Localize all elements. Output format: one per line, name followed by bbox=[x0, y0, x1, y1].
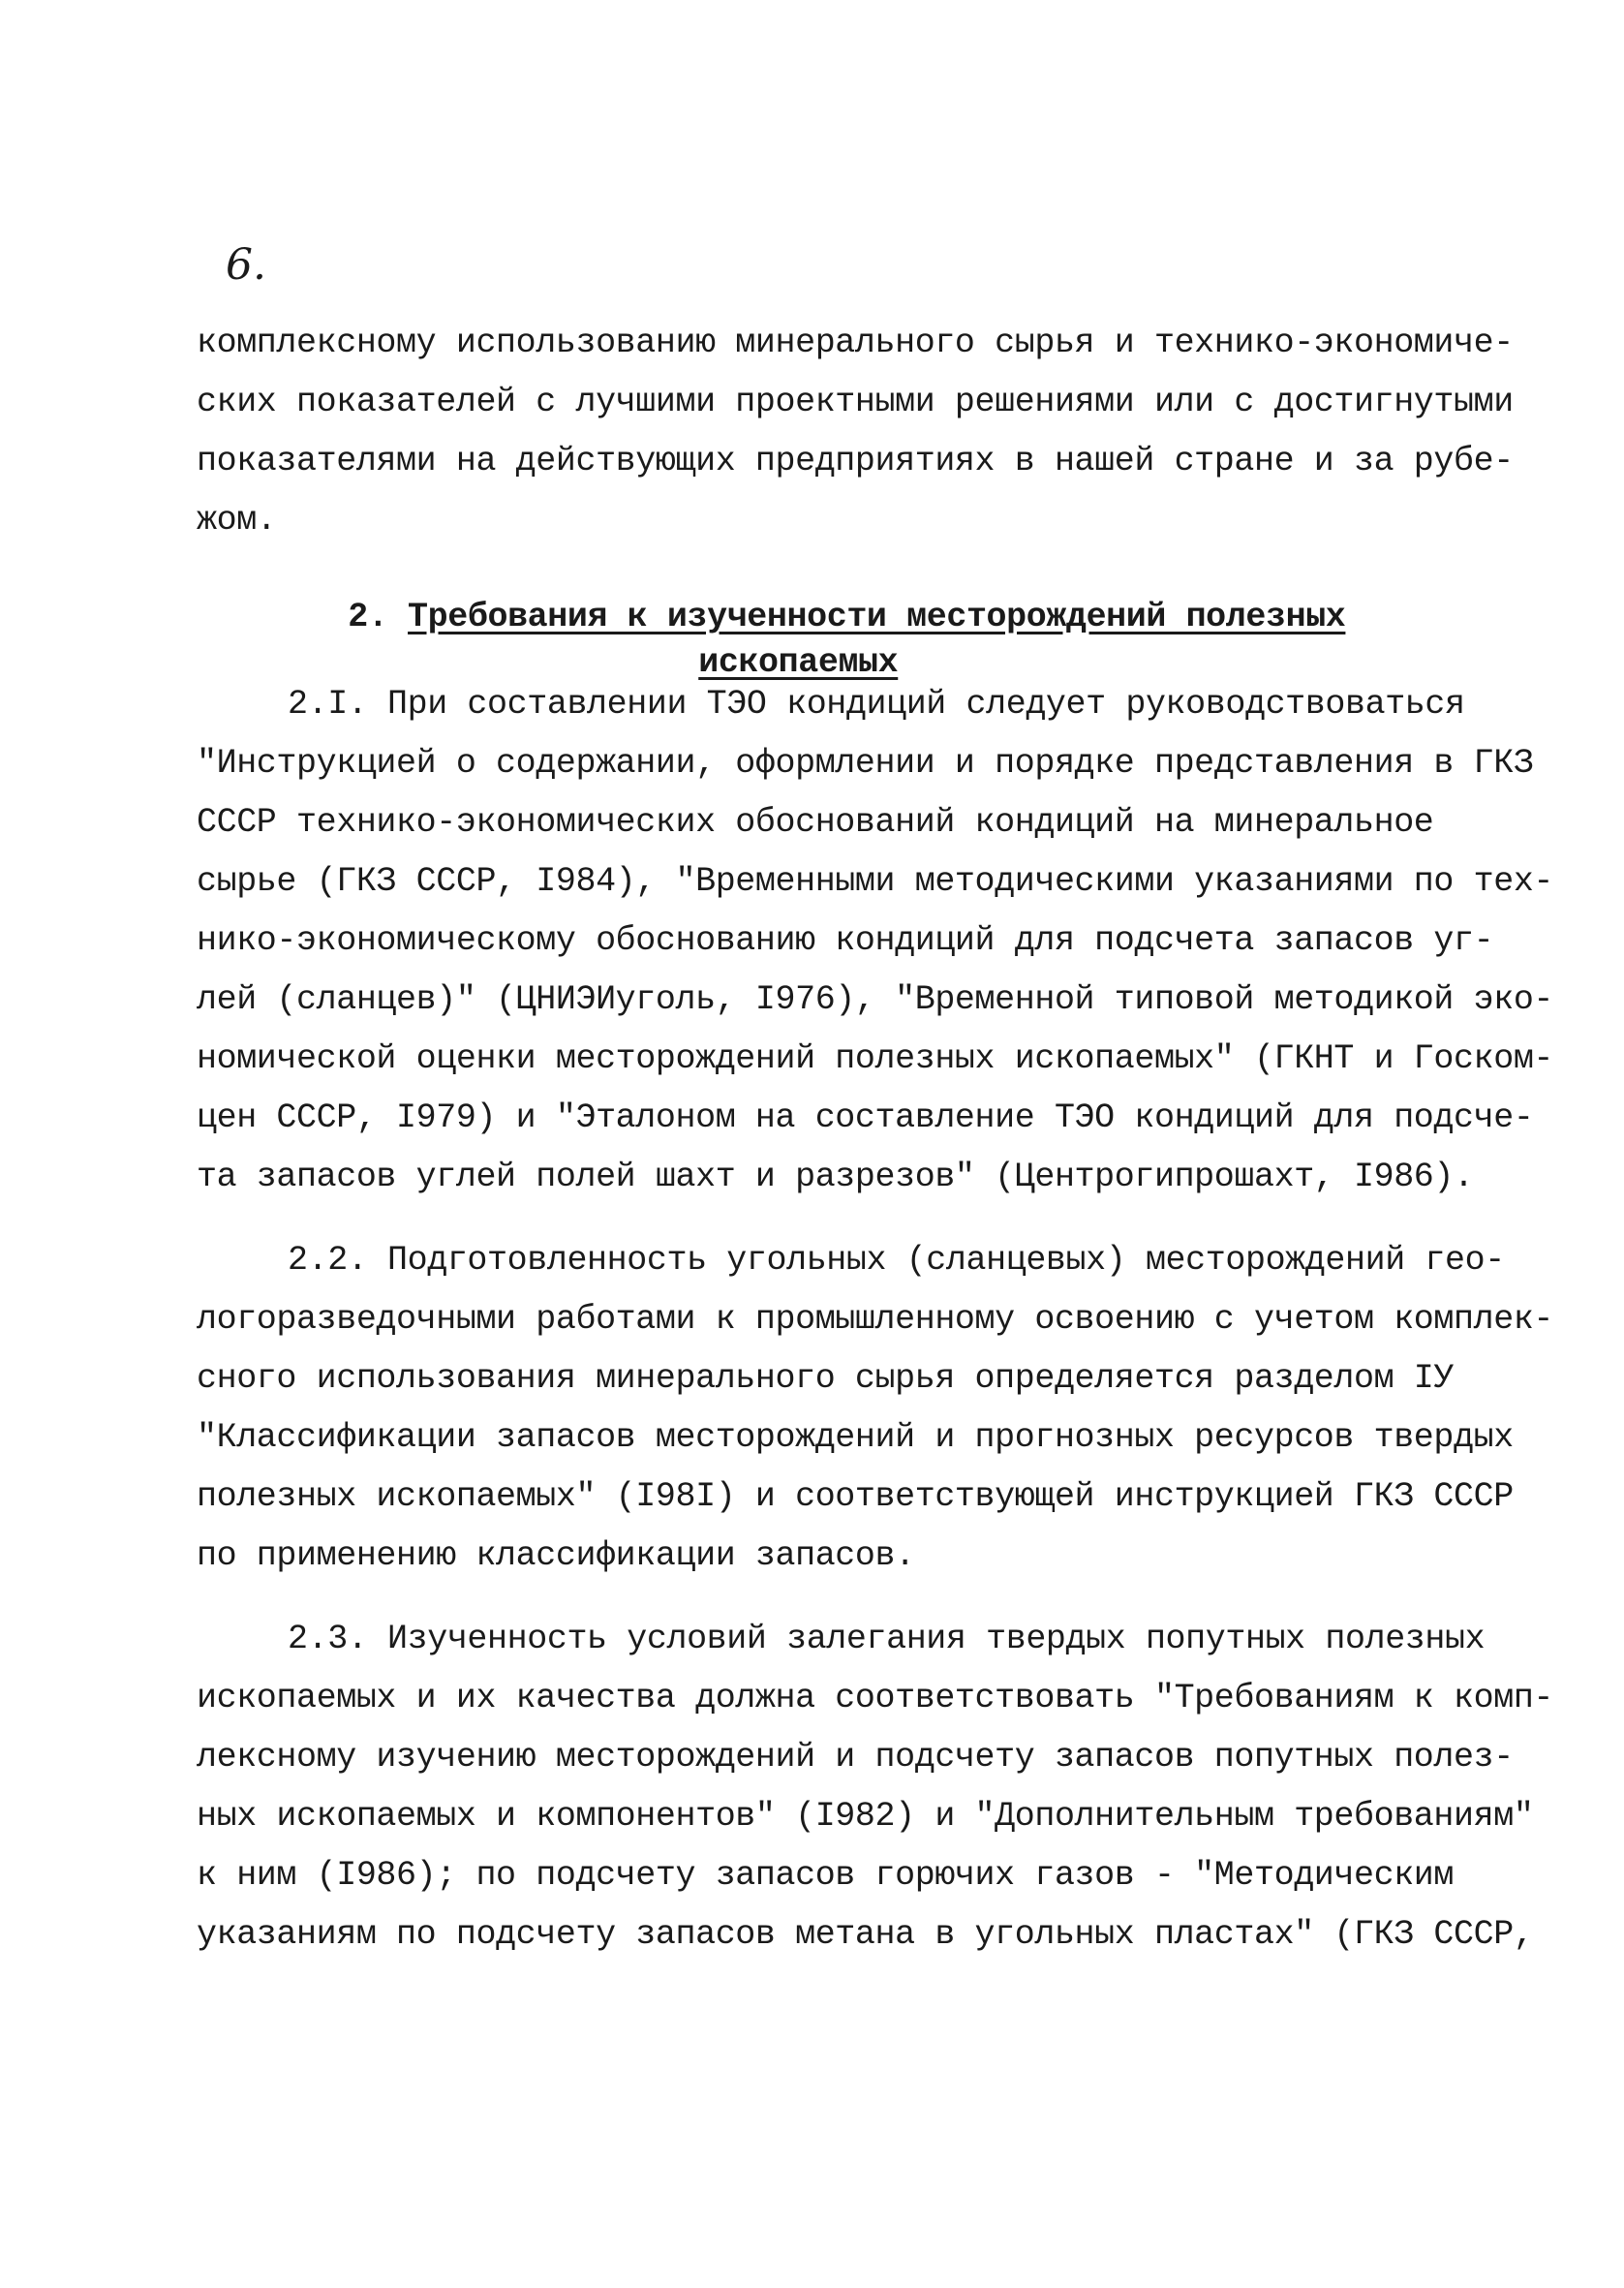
intro-line: показателями на действующих предприятиях в нашей стране и за рубе- bbox=[197, 442, 1514, 480]
paragraph-2-1-line: 2.I. При составлении ТЭО кондиций следует руководствоваться bbox=[288, 685, 1465, 724]
paragraph-2-1-line: "Инструкцией о содержании, оформлении и порядке представления в ГКЗ bbox=[197, 744, 1534, 783]
intro-line: ских показателей с лучшими проектными решениями или с достигнутыми bbox=[197, 383, 1514, 421]
paragraph-2-2-line: по применению классификации запасов. bbox=[197, 1536, 915, 1575]
section-title-line1: Требования к изученности месторождений полезных bbox=[408, 598, 1346, 636]
paragraph-2-3-line: к ним (I986); по подсчету запасов горючих газов - "Методическим bbox=[197, 1856, 1455, 1895]
intro-line: комплексному использованию минерального сырья и технико-экономиче- bbox=[197, 324, 1514, 362]
intro-line: жом. bbox=[197, 501, 277, 540]
section-title-line2: ископаемых bbox=[698, 643, 899, 682]
paragraph-2-3-line: ископаемых и их качества должна соответствовать "Требованиям к комп- bbox=[197, 1679, 1554, 1717]
section-heading-cont bbox=[659, 612, 898, 680]
section-number: 2. bbox=[348, 598, 388, 636]
page-number: 6. bbox=[226, 240, 266, 290]
paragraph-2-3-line: 2.3. Изученность условий залегания твердых попутных полезных bbox=[288, 1620, 1486, 1658]
paragraph-2-1-line: сырье (ГКЗ СССР, I984), "Временными методическими указаниями по тех- bbox=[197, 862, 1554, 901]
paragraph-2-3-line: указаниям по подсчету запасов метана в угольных пластах" (ГКЗ СССР, bbox=[197, 1915, 1534, 1954]
paragraph-2-1-line: СССР технико-экономических обоснований кондиций на минеральное bbox=[197, 803, 1434, 842]
paragraph-2-1-line: лей (сланцев)" (ЦНИЭИуголь, I976), "Временной типовой методикой эко- bbox=[197, 980, 1554, 1019]
paragraph-2-2-line: сного использования минерального сырья определяется разделом IУ bbox=[197, 1359, 1455, 1398]
paragraph-2-3-line: лексному изучению месторождений и подсчету запасов попутных полез- bbox=[197, 1738, 1514, 1777]
paragraph-2-2-line: 2.2. Подготовленность угольных (сланцевых) месторождений гео- bbox=[288, 1241, 1505, 1280]
paragraph-2-3-line: ных ископаемых и компонентов" (I982) и "Дополнительным требованиям" bbox=[197, 1797, 1534, 1836]
paragraph-2-2-line: логоразведочными работами к промышленному освоению с учетом комплек- bbox=[197, 1300, 1554, 1339]
paragraph-2-1-line: цен СССР, I979) и "Эталоном на составление ТЭО кондиций для подсче- bbox=[197, 1098, 1534, 1137]
paragraph-2-2-line: "Классификации запасов месторождений и прогнозных ресурсов твердых bbox=[197, 1418, 1514, 1457]
paragraph-2-1-line: нико-экономическому обоснованию кондиций для подсчета запасов уг- bbox=[197, 921, 1494, 960]
paragraph-2-1-line: номической оценки месторождений полезных ископаемых" (ГКНТ и Госком- bbox=[197, 1039, 1554, 1078]
paragraph-2-1-line: та запасов углей полей шахт и разрезов" (Центрогипрошахт, I986). bbox=[197, 1158, 1474, 1196]
paragraph-2-2-line: полезных ископаемых" (I98I) и соответствующей инструкцией ГКЗ СССР bbox=[197, 1477, 1514, 1516]
